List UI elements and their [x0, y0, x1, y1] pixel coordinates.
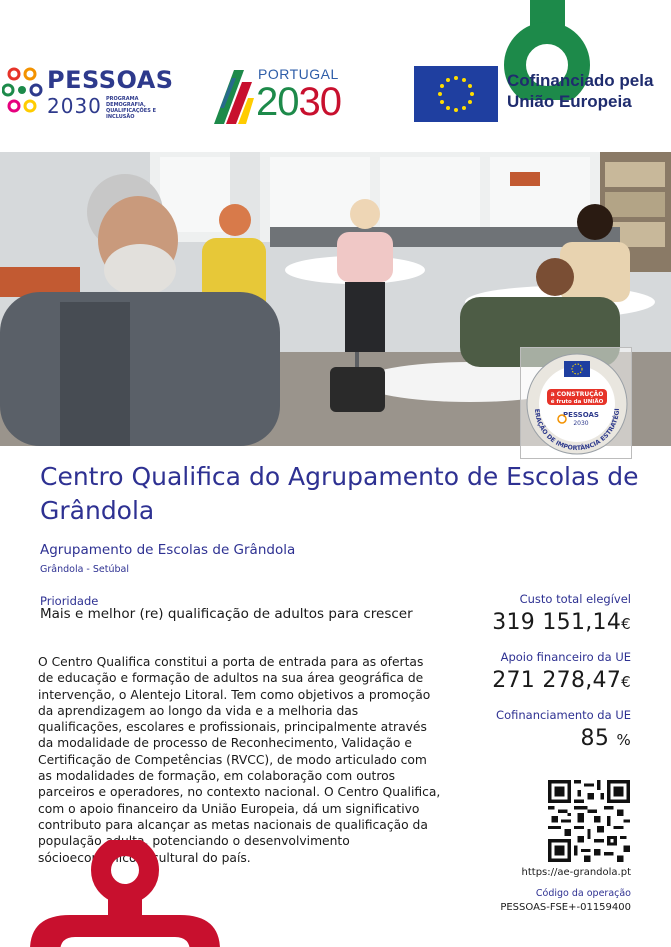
pessoas-logo-year: 2030 [47, 94, 102, 118]
project-location: Grândola - Setúbal [40, 564, 129, 575]
eu-support-value-line [431, 668, 631, 693]
priority-value: Mais e melhor (re) qualificação de adultos para crescer [40, 606, 413, 622]
operation-code: PESSOAS-FSE+-01159400 [500, 902, 631, 913]
seal-arc-text: ERAÇÃO DE IMPORTÂNCIA ESTRATÉGI [532, 408, 622, 453]
total-cost-block [431, 592, 631, 635]
portugal-logo-year [256, 80, 341, 125]
portugal-2030-logo [212, 64, 364, 126]
seal-line2: é fruto da UNIÃO [550, 399, 604, 405]
eu-text-line1: Cofinanciado pela [507, 71, 654, 90]
eu-cofunding-logo [414, 66, 671, 124]
strategic-operation-seal [520, 347, 632, 459]
eu-flag-icon [414, 66, 498, 122]
portugal-logo-year-prefix: 20 [256, 80, 299, 124]
cofinancing-label: Cofinanciamento da UE [496, 708, 631, 722]
decorative-red-shape [20, 840, 230, 947]
project-title: Centro Qualifica do Agrupamento de Escolas de Grândola [40, 462, 639, 525]
total-cost-label: Custo total elegível [519, 592, 631, 606]
operation-code-label: Código da operação [535, 888, 631, 899]
eu-cofunding-text [507, 70, 653, 112]
total-cost-value-line [431, 610, 631, 635]
eu-support-block [431, 650, 631, 693]
pessoas-logo-description: PROGRAMA DEMOGRAFIA, QUALIFICAÇÕES E INCLUSÃO [106, 96, 156, 120]
pessoas-2030-logo [2, 66, 174, 124]
cofinancing-block [431, 708, 631, 751]
eu-support-label: Apoio financeiro da UE [500, 650, 631, 664]
cofinancing-percent: % [616, 731, 631, 749]
website-url[interactable]: https://ae-grandola.pt [521, 867, 631, 878]
eu-text-line2: União Europeia [507, 92, 632, 111]
seal-brand-year: 2030 [573, 420, 589, 427]
pessoas-logo-mark-icon [2, 66, 44, 122]
seal-brand: PESSOAS [563, 411, 599, 419]
eu-support-currency: € [621, 673, 631, 691]
seal-line1: a CONSTRUÇÃO [550, 391, 604, 398]
portugal-logo-country: PORTUGAL [258, 66, 339, 82]
financial-stats [431, 592, 631, 766]
total-cost-value: 319 151,14 [492, 610, 622, 635]
total-cost-currency: € [621, 615, 631, 633]
eu-support-value: 271 278,47 [492, 668, 622, 693]
portugal-logo-mark-icon [212, 68, 254, 124]
cofinancing-value: 85 [580, 726, 610, 751]
priority-label: Prioridade [40, 594, 99, 608]
project-description: O Centro Qualifica constitui a porta de entrada para as ofertas de educação e formação de adultos na sua área geográfica de intervenção, o Alentejo Litoral. Tem como objetivos a promoção da aprendizagem ao longo da vida e a melhoria das qualificações, escolares e profissionais, principalmente através da modalidade de processo de Reconhecimento, Validação e Certificação de Competências (RVCC), de modo articulado com as modalidades de formação, em colaboração com outros parceiros e operadores, no contexto nacional. O Centro Qualifica, com o apoio financeiro da União Europeia, dá um significativo contributo para alcançar as metas nacionais de qualificação da população adulta, potenciando o desenvolvimento sócioeconómico e cultural do país. [38, 655, 441, 865]
qr-code-icon[interactable] [548, 780, 630, 862]
project-organization: Agrupamento de Escolas de Grândola [40, 542, 296, 558]
portugal-logo-year-suffix: 30 [298, 80, 341, 124]
cofinancing-value-line [431, 726, 631, 751]
pessoas-logo-name: PESSOAS [47, 66, 174, 94]
